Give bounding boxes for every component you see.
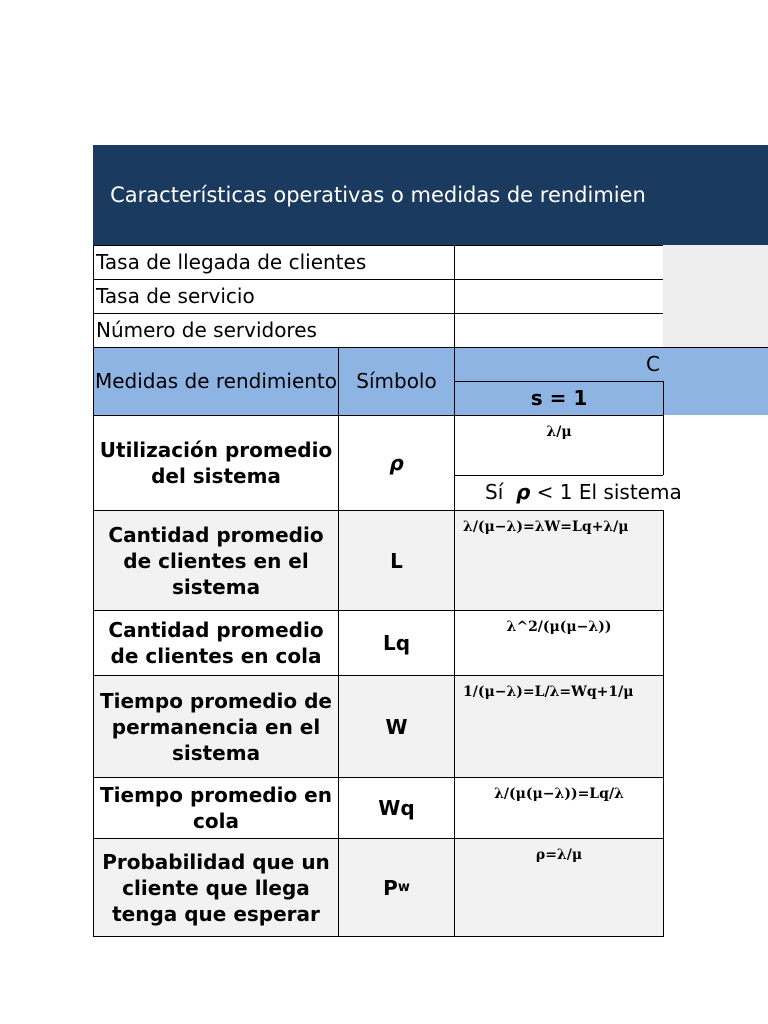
symbol-W: W bbox=[338, 675, 454, 777]
formula-Lq: λ^2/(μ(μ−λ)) bbox=[454, 610, 664, 675]
header-group: C bbox=[454, 347, 768, 381]
param-servers-label: Número de servidores bbox=[93, 313, 454, 347]
stability-note-prefix: Sí bbox=[485, 480, 504, 504]
symbol-L: L bbox=[338, 510, 454, 610]
symbol-Pw-subscript: w bbox=[397, 880, 410, 895]
title-banner bbox=[93, 145, 768, 245]
measure-avg-time-system: Tiempo promedio de permanencia en el sistema bbox=[93, 675, 338, 777]
param-arrival-rate-label: Tasa de llegada de clientes bbox=[93, 245, 454, 279]
symbol-Pw-main: P bbox=[383, 875, 398, 900]
measure-utilization: Utilización promedio del sistema bbox=[93, 415, 338, 510]
measure-avg-clients-system: Cantidad promedio de clientes en el sistema bbox=[93, 510, 338, 610]
stability-note-symbol: ρ bbox=[515, 480, 531, 504]
banner-title: Características operativas o medidas de rendimien bbox=[110, 183, 646, 207]
stability-note bbox=[454, 475, 682, 510]
symbol-Pw bbox=[338, 838, 454, 937]
performance-measures-sheet bbox=[93, 145, 768, 937]
param-servers-value[interactable] bbox=[454, 313, 663, 347]
param-arrival-rate-value[interactable] bbox=[454, 245, 663, 279]
formula-Pw: ρ=λ/μ bbox=[454, 838, 664, 937]
param-service-rate-label: Tasa de servicio bbox=[93, 279, 454, 313]
measure-avg-clients-queue: Cantidad promedio de clientes en cola bbox=[93, 610, 338, 675]
symbol-Wq: Wq bbox=[338, 777, 454, 838]
header-case-overflow bbox=[664, 381, 768, 415]
header-symbol: Símbolo bbox=[338, 347, 454, 415]
param-overflow-area bbox=[663, 245, 768, 347]
measure-avg-time-queue: Tiempo promedio en cola bbox=[93, 777, 338, 838]
header-case-s1: s = 1 bbox=[454, 381, 664, 415]
param-service-rate-value[interactable] bbox=[454, 279, 663, 313]
header-measure: Medidas de rendimiento bbox=[93, 347, 338, 415]
formula-L: λ/(μ−λ)=λW=Lq+λ/μ bbox=[454, 510, 664, 610]
formula-W: 1/(μ−λ)=L/λ=Wq+1/μ bbox=[454, 675, 664, 777]
symbol-rho: ρ bbox=[338, 415, 454, 510]
measure-wait-probability: Probabilidad que un cliente que llega tenga que esperar bbox=[93, 838, 338, 937]
formula-utilization: λ/μ bbox=[454, 415, 664, 475]
symbol-Lq: Lq bbox=[338, 610, 454, 675]
stability-note-suffix: < 1 El sistema bbox=[536, 480, 682, 504]
formula-Wq: λ/(μ(μ−λ))=Lq/λ bbox=[454, 777, 664, 838]
